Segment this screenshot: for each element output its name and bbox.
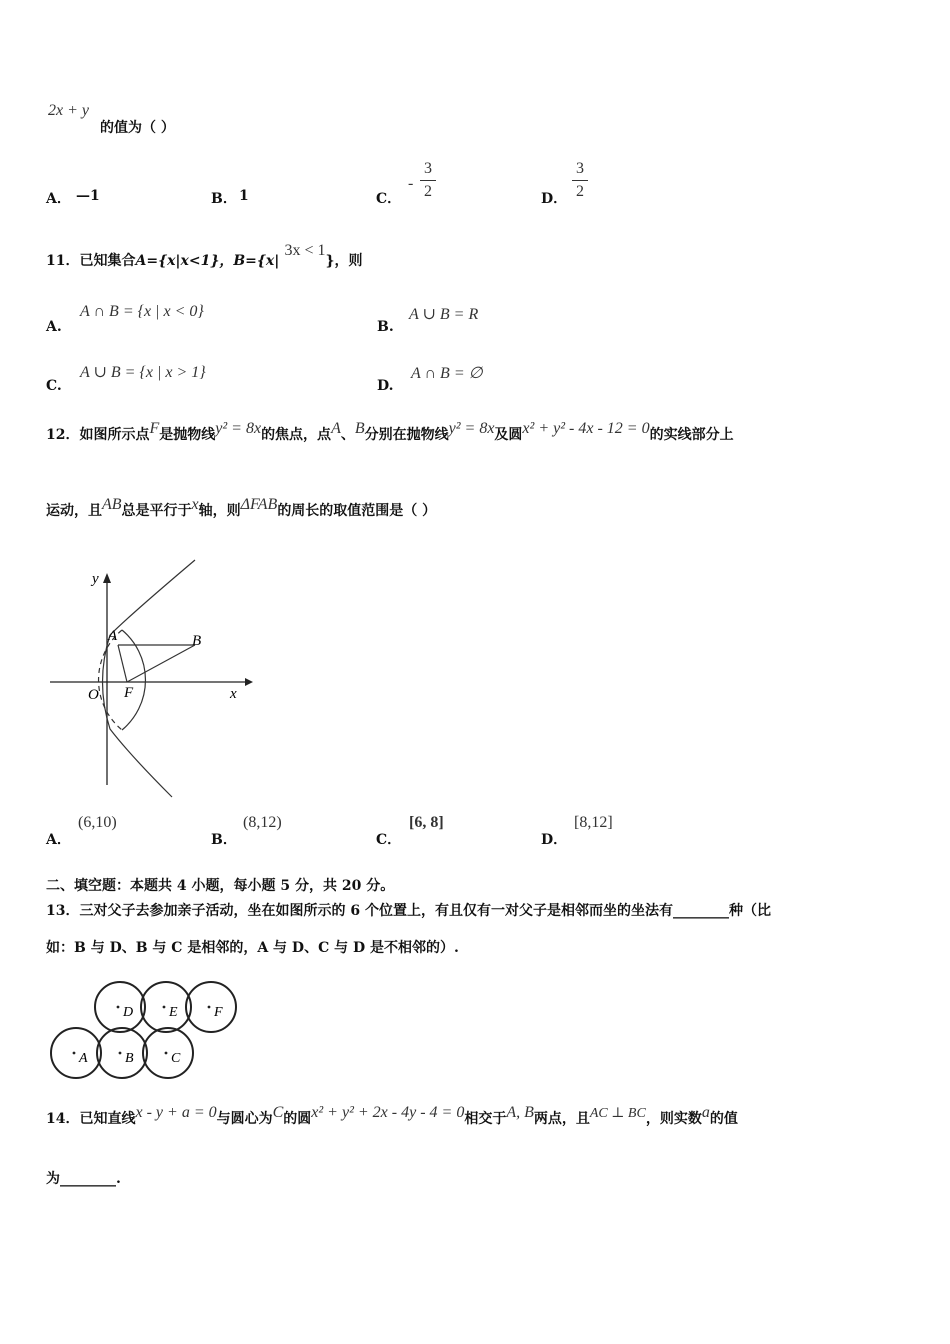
q10-option-c-denominator: 2 <box>424 183 432 200</box>
figure-label-b: B <box>192 633 202 649</box>
q10-option-c-sign: - <box>408 175 414 192</box>
seat-b-circle <box>97 1028 147 1078</box>
q12-math-ab: AB <box>102 496 122 513</box>
q10-option-d-label: D． <box>541 191 568 207</box>
segment-bf <box>127 645 195 682</box>
q11-stem <box>46 242 363 280</box>
figure-label-a: A <box>108 628 118 644</box>
q12-text: 分别在抛物线 <box>364 427 449 443</box>
seat-label: F <box>214 1005 223 1020</box>
q11-suffix: }，则 <box>325 253 363 269</box>
q12-text: 轴，则 <box>198 503 241 519</box>
q14-math-line: x - y + a = 0 <box>135 1104 217 1121</box>
q12-math-parabola: y² = 8x <box>448 420 495 437</box>
q12-option-d: [8,12] <box>574 814 613 831</box>
q14-text: 的值 <box>709 1111 738 1127</box>
q12-figure <box>40 555 260 805</box>
q10-option-d-numerator: 3 <box>576 160 584 177</box>
q10-expression: 2x + y <box>48 102 89 119</box>
q11-condition: 3x < 1 <box>284 242 326 259</box>
q11-option-a: A ∩ B = {x | x < 0} <box>80 303 204 320</box>
q12-text: 总是平行于 <box>121 503 192 519</box>
q12-option-b-label: B． <box>211 832 237 848</box>
q12-text: 的焦点，点 <box>261 427 332 443</box>
q14-math-a: a <box>701 1104 710 1121</box>
q12-math-b: B <box>354 420 365 437</box>
section-heading: 二、填空题：本题共 4 小题，每小题 5 分，共 20 分。 <box>46 878 395 894</box>
q10-option-c-fraction <box>420 160 436 201</box>
q11-option-b-label: B. <box>377 319 394 335</box>
seat-a-circle <box>51 1028 101 1078</box>
seat-e-circle <box>141 982 191 1032</box>
q11-option-d-label: D. <box>377 378 394 394</box>
q12-text: 的实线部分上 <box>649 427 734 443</box>
q12-text: 、 <box>340 427 355 443</box>
q12-text: 12．如图所示点 <box>46 427 150 443</box>
q10-option-c-numerator: 3 <box>424 160 432 177</box>
q12-math-triangle: ΔFAB <box>240 496 278 513</box>
q14-text: 相交于 <box>464 1111 507 1127</box>
q10-option-c-label: C． <box>376 191 402 207</box>
q14-stem-line1 <box>46 1104 738 1128</box>
q11-option-b: A ∪ B = R <box>409 306 479 323</box>
seat-label: C <box>171 1051 181 1066</box>
q10-option-d-fraction <box>572 160 588 201</box>
q12-math-circle: x² + y² - 4x - 12 = 0 <box>522 420 650 437</box>
q13-seat-figure <box>44 978 244 1082</box>
q14-math-ab: A, B <box>506 1104 534 1121</box>
seat-label: B <box>125 1051 134 1066</box>
q12-text: 的周长的取值范围是（ ） <box>277 503 437 519</box>
fraction-bar <box>420 180 436 181</box>
q12-option-a: (6,10) <box>78 814 117 831</box>
seat-d-circle <box>95 982 145 1032</box>
q12-math-a: A <box>331 420 341 437</box>
fraction-bar <box>572 180 588 181</box>
q14-line2: 为________. <box>46 1171 121 1187</box>
q11-prefix: 11．已知集合 <box>46 253 136 269</box>
q12-option-b: (8,12) <box>243 814 282 831</box>
q12-option-d-label: D． <box>541 832 568 848</box>
q12-stem-line2 <box>46 496 437 520</box>
q12-math-parabola: y² = 8x <box>215 420 262 437</box>
figure-label-x: x <box>230 686 237 702</box>
q12-stem-line1 <box>46 420 734 444</box>
q10-option-d-denominator: 2 <box>576 183 584 200</box>
q14-math-perp: AC ⊥ BC <box>589 1106 646 1121</box>
q14-text: 与圆心为 <box>216 1111 273 1127</box>
figure-label-f: F <box>124 685 134 701</box>
q14-math-circle: x² + y² + 2x - 4y - 4 = 0 <box>311 1104 465 1121</box>
q13-line1: 13．三对父子去参加亲子活动，坐在如图所示的 6 个位置上，有且仅有一对父子是相邻而坐的坐法有________种（比 <box>46 903 771 919</box>
q14-math-c: C <box>272 1104 284 1121</box>
q12-math-f: F <box>149 420 160 437</box>
y-axis-arrow <box>103 573 111 583</box>
q10-option-b-value: 1 <box>239 188 249 204</box>
parabola-upper <box>110 560 195 635</box>
seat-label: E <box>169 1005 178 1020</box>
figure-label-o: O <box>88 687 99 703</box>
q11-set-a: A={x|x<1}， <box>135 253 234 269</box>
q10-option-b-label: B． <box>211 191 237 207</box>
q11-option-c: A ∪ B = {x | x > 1} <box>80 364 206 381</box>
q14-text: 14．已知直线 <box>46 1111 136 1127</box>
q12-text: 运动，且 <box>46 503 102 519</box>
q14-text: ，则实数 <box>645 1111 702 1127</box>
q12-math-x: x <box>191 496 199 513</box>
q14-text: 的圆 <box>283 1111 312 1127</box>
q11-option-c-label: C. <box>46 378 62 394</box>
q12-text: 及圆 <box>494 427 523 443</box>
q10-stem: 的值为（ ） <box>100 120 175 136</box>
q13-line2: 如：B 与 D、B 与 C 是相邻的，A 与 D、C 与 D 是不相邻的）. <box>46 940 459 956</box>
q11-option-a-label: A. <box>46 319 62 335</box>
parabola-lower <box>103 635 173 797</box>
q12-option-c-label: C． <box>376 832 402 848</box>
q14-text: 两点，且 <box>533 1111 590 1127</box>
seat-c-circle <box>143 1028 193 1078</box>
segment-af <box>118 645 127 682</box>
seat-label: A <box>79 1051 88 1066</box>
q11-option-d: A ∩ B = ∅ <box>411 365 483 382</box>
q10-option-a-label: A． <box>46 191 71 207</box>
q11-set-b: B={x| <box>233 253 280 269</box>
q12-text: 是抛物线 <box>159 427 216 443</box>
q10-option-a-value: —1 <box>76 188 100 204</box>
seat-label: D <box>123 1005 134 1020</box>
q12-option-c: [6, 8] <box>409 814 444 831</box>
seat-f-circle <box>186 982 236 1032</box>
x-axis-arrow <box>245 678 253 686</box>
q12-option-a-label: A． <box>46 832 71 848</box>
figure-label-y: y <box>92 571 99 587</box>
